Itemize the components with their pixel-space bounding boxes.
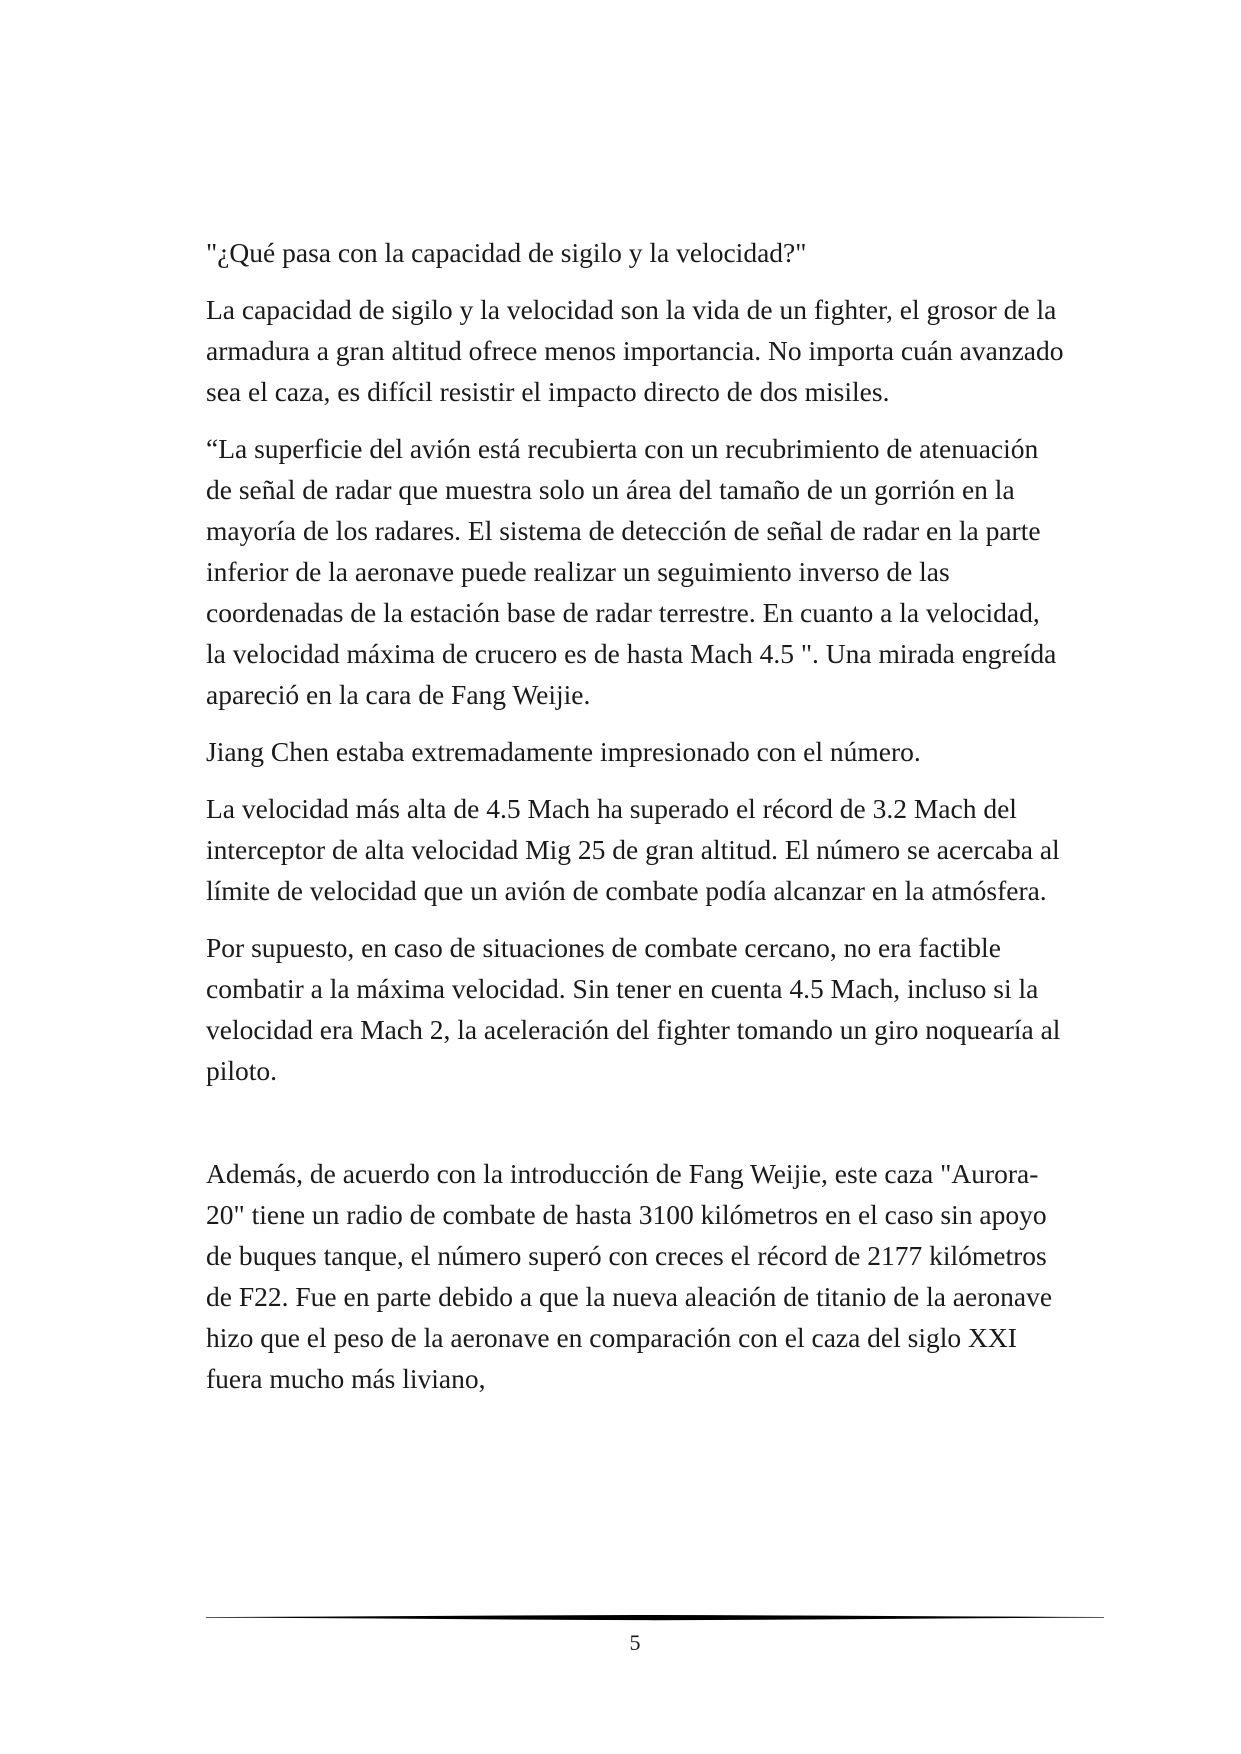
paragraph: La velocidad más alta de 4.5 Mach ha superado el récord de 3.2 Mach del interceptor de alta velocidad Mig 25 de gran altitud. El número se acercaba al límite de velocidad que un avión de combate podía alcanzar en la atmósfera. <box>206 793 1060 906</box>
body-text <box>206 232 1066 1415</box>
paragraph: Además, de acuerdo con la introducción de Fang Weijie, este caza "Aurora-20" tiene un radio de combate de hasta 3100 kilómetros en el caso sin apoyo de buques tanque, el número superó con creces el récord de 2177 kilómetros de F22. Fue en parte debido a que la nueva aleación de titanio de la aeronave hizo que el peso de la aeronave en comparación con el caza del siglo XXI fuera mucho más liviano, <box>206 1158 1053 1394</box>
paragraph: La capacidad de sigilo y la velocidad son la vida de un fighter, el grosor de la armadura a gran altitud ofrece menos importancia. No importa cuán avanzado sea el caza, es difícil resistir el impacto directo de dos misiles. <box>206 294 1064 407</box>
footer-rule-stroke <box>206 1615 1104 1620</box>
page-number: 5 <box>629 1630 641 1655</box>
footer-rule <box>206 1614 1104 1622</box>
paragraph: "¿Qué pasa con la capacidad de sigilo y la velocidad?" <box>206 237 807 268</box>
paragraph: Por supuesto, en caso de situaciones de combate cercano, no era factible combatir a la máxima velocidad. Sin tener en cuenta 4.5 Mach, incluso si la velocidad era Mach 2, la aceleración del fighter tomando un giro noquearía al piloto. <box>206 932 1061 1086</box>
paragraph: Jiang Chen estaba extremadamente impresionado con el número. <box>206 736 921 767</box>
paragraph: “La superficie del avión está recubierta con un recubrimiento de atenuación de señal de radar que muestra solo un área del tamaño de un gorrión en la mayoría de los radares. El sistema de detección de señal de radar en la parte inferior de la aeronave puede realizar un seguimiento inverso de las coordenadas de la estación base de radar terrestre. En cuanto a la velocidad, la velocidad máxima de crucero es de hasta Mach 4.5 ". Una mirada engreída apareció en la cara de Fang Weijie. <box>206 433 1057 710</box>
